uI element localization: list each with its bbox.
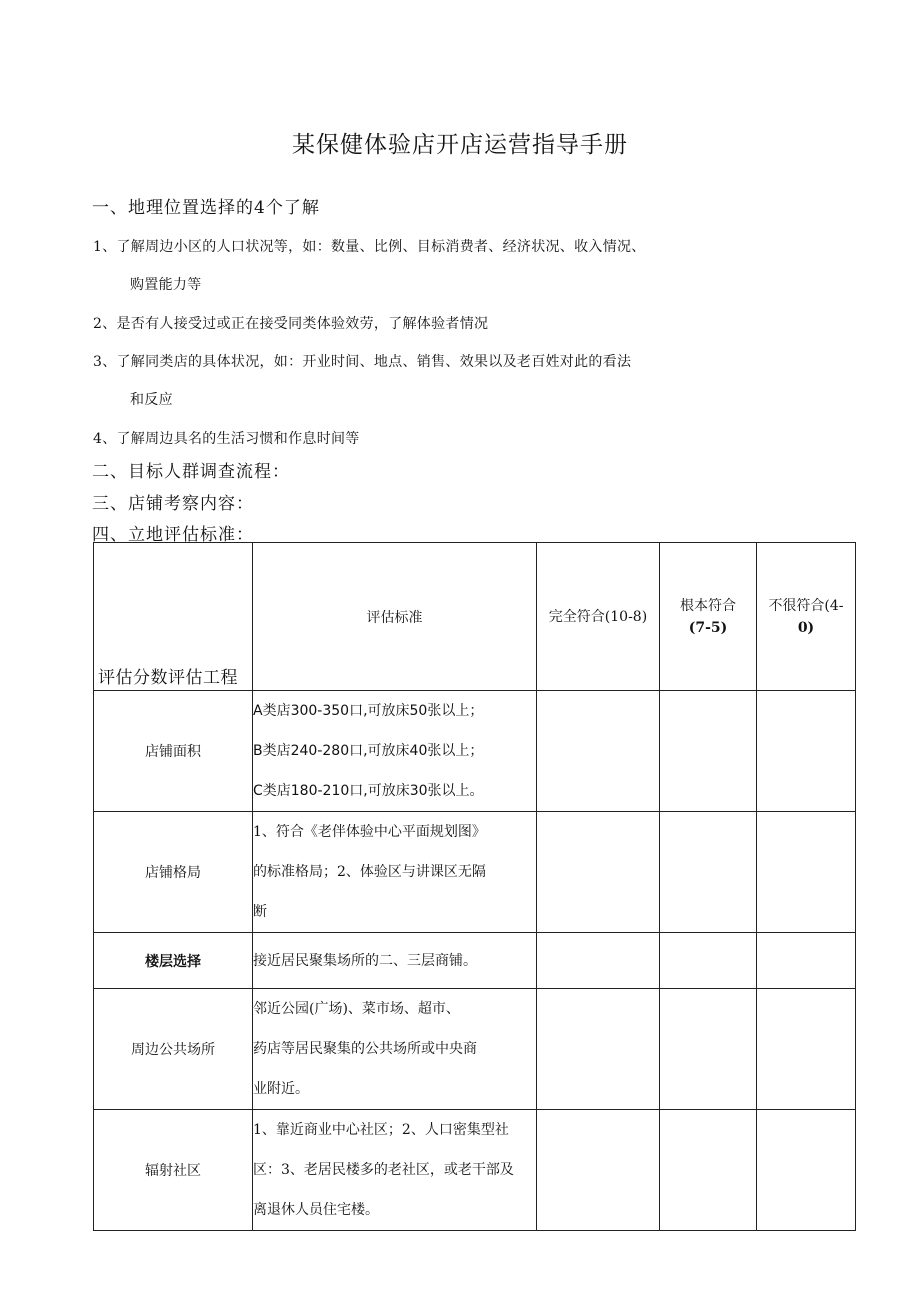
score-header-poor-line1: 不很符合(4- bbox=[768, 597, 844, 614]
row-label-store-layout: 店铺格局 bbox=[94, 812, 253, 933]
table-row bbox=[94, 691, 856, 812]
row-label-store-area: 店铺面积 bbox=[94, 691, 253, 812]
criteria-line: 离退休人员住宅楼。 bbox=[253, 1202, 379, 1218]
score-cell[interactable] bbox=[537, 933, 660, 989]
score-cell[interactable] bbox=[660, 933, 757, 989]
row-label-radiating-community: 辐射社区 bbox=[94, 1110, 253, 1231]
criteria-store-area bbox=[253, 691, 537, 812]
score-cell[interactable] bbox=[537, 812, 660, 933]
document-title: 某保健体验店开店运营指导手册 bbox=[292, 132, 628, 158]
criteria-line: 邻近公园(广场)、菜市场、超市、 bbox=[253, 1001, 460, 1017]
corner-label: 评估分数评估工程 bbox=[98, 667, 238, 688]
location-item-1: 1、了解周边小区的人口状况等，如：数量、比例、目标消费者、经济状况、收入情况、 bbox=[93, 239, 646, 255]
score-header-basic-line1: 根本符合 bbox=[680, 597, 736, 614]
criteria-line: 的标准格局；2、体验区与讲课区无隔 bbox=[253, 864, 486, 880]
section-heading-location: 一、地理位置选择的4个了解 bbox=[92, 198, 320, 218]
criteria-public-places bbox=[253, 989, 537, 1110]
table-row bbox=[94, 989, 856, 1110]
criteria-line: A类店300-350口,可放床50张以上； bbox=[253, 703, 484, 719]
score-cell[interactable] bbox=[757, 812, 856, 933]
criteria-store-layout bbox=[253, 812, 537, 933]
criteria-radiating-community bbox=[253, 1110, 537, 1231]
table-row bbox=[94, 1110, 856, 1231]
score-header-poor-line2: 0) bbox=[797, 619, 815, 636]
score-cell[interactable] bbox=[660, 812, 757, 933]
row-label-floor-choice: 楼层选择 bbox=[94, 933, 253, 989]
row-label-public-places: 周边公共场所 bbox=[94, 989, 253, 1110]
location-item-3: 3、了解同类店的具体状况，如：开业时间、地点、销售、效果以及老百姓对此的看法 bbox=[93, 354, 632, 370]
score-cell[interactable] bbox=[537, 989, 660, 1110]
criteria-line: 1、靠近商业中心社区；2、人口密集型社 bbox=[253, 1122, 509, 1138]
score-header-poor bbox=[757, 543, 856, 691]
score-cell[interactable] bbox=[537, 691, 660, 812]
criteria-line: 1、符合《老伴体验中心平面规划图》 bbox=[253, 824, 486, 840]
location-item-1-continued: 购置能力等 bbox=[130, 277, 202, 293]
criteria-line: B类店240-280口,可放床40张以上； bbox=[253, 743, 484, 759]
score-header-basic-line2: (7-5) bbox=[688, 619, 728, 636]
criteria-line: 业附近。 bbox=[253, 1081, 309, 1097]
location-item-4: 4、了解周边具名的生活习惯和作息时间等 bbox=[93, 431, 360, 447]
section-heading-target-survey: 二、目标人群调查流程： bbox=[92, 462, 290, 482]
score-cell[interactable] bbox=[757, 989, 856, 1110]
criteria-line: 药店等居民聚集的公共场所或中央商 bbox=[253, 1041, 477, 1057]
site-evaluation-table bbox=[93, 542, 856, 1231]
score-cell[interactable] bbox=[757, 1110, 856, 1231]
score-cell[interactable] bbox=[757, 933, 856, 989]
corner-cell bbox=[94, 543, 253, 691]
score-header-full bbox=[537, 543, 660, 691]
criteria-header: 评估标准 bbox=[253, 543, 537, 691]
criteria-line: C类店180-210口,可放床30张以上。 bbox=[253, 783, 484, 799]
score-cell[interactable] bbox=[660, 1110, 757, 1231]
criteria-line: 接近居民聚集场所的二、三层商铺。 bbox=[253, 952, 477, 969]
criteria-line: 区：3、老居民楼多的老社区，或老干部及 bbox=[253, 1162, 514, 1178]
criteria-floor-choice bbox=[253, 933, 537, 989]
score-cell[interactable] bbox=[660, 691, 757, 812]
table-row bbox=[94, 933, 856, 989]
location-item-2: 2、是否有人接受过或正在接受同类体验效劳，了解体验者情况 bbox=[93, 316, 489, 332]
score-header-basic bbox=[660, 543, 757, 691]
table-header-row bbox=[94, 543, 856, 691]
criteria-line: 断 bbox=[253, 904, 267, 920]
score-cell[interactable] bbox=[537, 1110, 660, 1231]
location-item-3-continued: 和反应 bbox=[130, 392, 173, 408]
score-cell[interactable] bbox=[660, 989, 757, 1110]
score-header-full-text: 完全符合(10-8) bbox=[548, 608, 648, 625]
section-heading-store-inspection: 三、店铺考察内容： bbox=[92, 494, 254, 514]
score-cell[interactable] bbox=[757, 691, 856, 812]
section-heading-site-criteria: 四、立地评估标准： bbox=[92, 525, 254, 545]
table-row bbox=[94, 812, 856, 933]
